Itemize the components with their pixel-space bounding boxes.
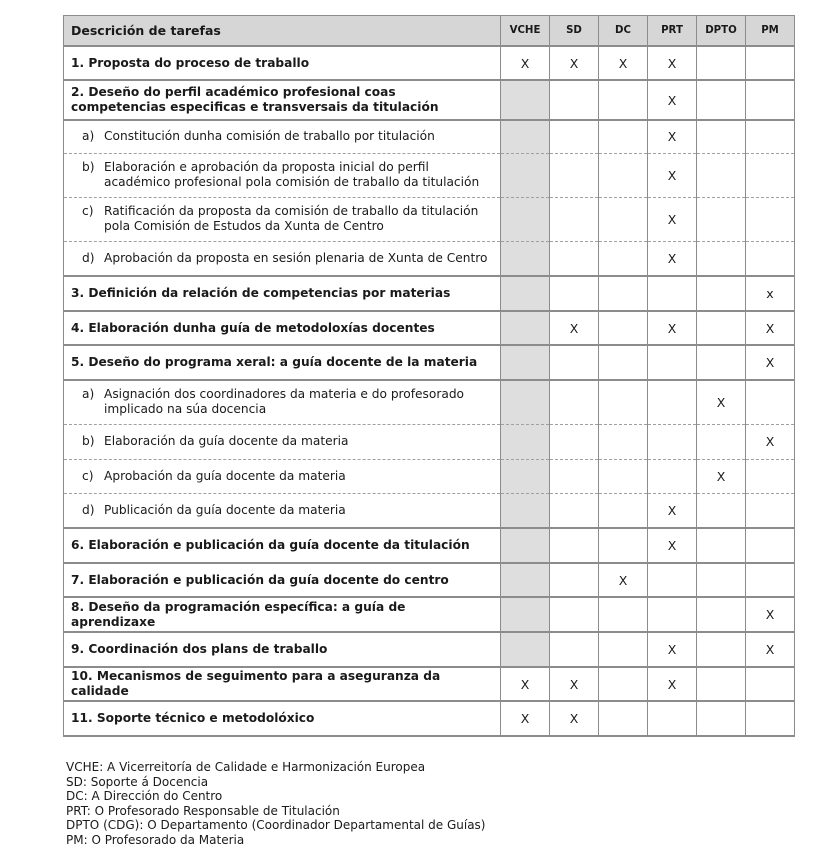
- role-legend: [66, 760, 485, 847]
- table-row: [64, 424, 795, 459]
- mark-cell-vche: X: [501, 46, 550, 80]
- mark-cell-dpto: X: [697, 380, 746, 424]
- mark-cell-vche: X: [501, 667, 550, 701]
- mark-cell-sd: X: [550, 46, 599, 80]
- header-dpto: DPTO: [697, 16, 746, 47]
- task-description-cell: [64, 528, 501, 563]
- task-description-cell: [64, 459, 501, 493]
- table-row: [64, 632, 795, 667]
- table-row: [64, 380, 795, 424]
- task-description-cell: [64, 493, 501, 528]
- subtask-letter: c): [82, 468, 94, 483]
- mark-cell-prt: [648, 276, 697, 311]
- mark-cell-dpto: [697, 563, 746, 597]
- mark-cell-pm: [746, 493, 795, 528]
- mark-cell-dpto: [697, 153, 746, 197]
- table-header-row: [64, 16, 795, 47]
- mark-cell-dpto: [697, 667, 746, 701]
- mark-cell-pm: X: [746, 311, 795, 345]
- mark-cell-prt: [648, 345, 697, 380]
- mark-cell-vche: [501, 493, 550, 528]
- legend-item-dc: DC: A Dirección do Centro: [66, 789, 223, 803]
- legend-item-sd: SD: Soporte á Docencia: [66, 774, 209, 789]
- subtask-letter: b): [82, 160, 95, 174]
- mark-cell-sd: [550, 632, 599, 667]
- mark-cell-pm: [746, 667, 795, 701]
- mark-cell-prt: [648, 380, 697, 424]
- task-description-cell: [64, 563, 501, 597]
- task-label: 9. Coordinación dos plans de traballo: [71, 642, 328, 656]
- mark-cell-dpto: [697, 424, 746, 459]
- mark-cell-pm: [746, 120, 795, 153]
- mark-cell-prt: X: [648, 493, 697, 528]
- mark-cell-dc: [599, 597, 648, 632]
- mark-cell-vche: [501, 153, 550, 197]
- mark-cell-dpto: [697, 120, 746, 153]
- task-description-cell: [64, 345, 501, 380]
- task-description-cell: [64, 311, 501, 345]
- mark-cell-sd: [550, 563, 599, 597]
- mark-cell-dpto: [697, 46, 746, 80]
- mark-cell-prt: X: [648, 528, 697, 563]
- mark-cell-dpto: [697, 241, 746, 276]
- subtask-letter: a): [82, 129, 95, 144]
- subtask-label: Elaboración da guía docente da materia: [104, 434, 349, 448]
- mark-cell-vche: [501, 311, 550, 345]
- mark-cell-vche: [501, 632, 550, 667]
- task-description-cell: [64, 701, 501, 736]
- mark-cell-sd: X: [550, 311, 599, 345]
- mark-cell-sd: [550, 345, 599, 380]
- task-description-cell: [64, 632, 501, 667]
- mark-cell-prt: X: [648, 120, 697, 153]
- mark-cell-pm: X: [746, 424, 795, 459]
- mark-cell-sd: X: [550, 701, 599, 736]
- task-label: 3. Definición da relación de competencias por materias: [71, 286, 451, 300]
- mark-cell-pm: [746, 46, 795, 80]
- mark-cell-sd: [550, 380, 599, 424]
- mark-cell-dc: [599, 80, 648, 120]
- task-label: 8. Deseño da programación específica: a guía de aprendizaxe: [71, 599, 406, 629]
- mark-cell-pm: X: [746, 632, 795, 667]
- table-row: [64, 345, 795, 380]
- mark-cell-vche: [501, 597, 550, 632]
- table-row: [64, 153, 795, 197]
- mark-cell-vche: [501, 424, 550, 459]
- mark-cell-vche: [501, 276, 550, 311]
- mark-cell-vche: [501, 241, 550, 276]
- subtask-wrapper: [71, 160, 492, 190]
- legend-item-dpto: DPTO (CDG): O Departamento (Coordinador Departamental de Guías): [66, 818, 486, 832]
- mark-cell-dpto: X: [697, 459, 746, 493]
- mark-cell-pm: x: [746, 276, 795, 311]
- subtask-wrapper: [71, 469, 492, 484]
- mark-cell-vche: [501, 380, 550, 424]
- mark-cell-dpto: [697, 597, 746, 632]
- mark-cell-dc: [599, 241, 648, 276]
- mark-cell-prt: X: [648, 632, 697, 667]
- table-row: [64, 241, 795, 276]
- mark-cell-sd: [550, 197, 599, 241]
- mark-cell-pm: [746, 197, 795, 241]
- mark-cell-pm: [746, 80, 795, 120]
- subtask-wrapper: [71, 387, 492, 417]
- subtask-letter: d): [82, 250, 95, 265]
- mark-cell-dpto: [697, 197, 746, 241]
- mark-cell-dc: X: [599, 563, 648, 597]
- mark-cell-vche: [501, 459, 550, 493]
- task-responsibility-table: [63, 15, 795, 737]
- task-label: 1. Proposta do proceso de traballo: [71, 55, 310, 70]
- mark-cell-prt: X: [648, 46, 697, 80]
- subtask-label: Asignación dos coordinadores da materia e do profesorado implicado na súa docencia: [104, 387, 465, 417]
- mark-cell-pm: [746, 153, 795, 197]
- mark-cell-pm: [746, 459, 795, 493]
- table-row: [64, 459, 795, 493]
- mark-cell-sd: [550, 153, 599, 197]
- task-description-cell: [64, 597, 501, 632]
- mark-cell-dc: [599, 311, 648, 345]
- mark-cell-prt: X: [648, 667, 697, 701]
- mark-cell-dc: [599, 528, 648, 563]
- table-row: [64, 80, 795, 120]
- subtask-letter: d): [82, 502, 95, 517]
- mark-cell-sd: [550, 424, 599, 459]
- mark-cell-sd: [550, 276, 599, 311]
- task-label: 2. Deseño do perfil académico profesional coas competencias especificas e transversais da titulación: [71, 85, 439, 114]
- subtask-label: Publicación da guía docente da materia: [104, 502, 346, 517]
- subtask-wrapper: [71, 434, 492, 449]
- mark-cell-pm: [746, 241, 795, 276]
- mark-cell-dpto: [697, 311, 746, 345]
- mark-cell-dpto: [697, 528, 746, 563]
- subtask-wrapper: [71, 204, 492, 234]
- mark-cell-sd: [550, 597, 599, 632]
- task-label: 6. Elaboración e publicación da guía docente da titulación: [71, 538, 470, 552]
- task-description-cell: [64, 197, 501, 241]
- subtask-label: Aprobación da proposta en sesión plenaria de Xunta de Centro: [104, 250, 488, 265]
- mark-cell-dc: [599, 380, 648, 424]
- table-row: [64, 120, 795, 153]
- mark-cell-prt: X: [648, 311, 697, 345]
- table-row: [64, 701, 795, 736]
- mark-cell-pm: [746, 563, 795, 597]
- table-row: [64, 667, 795, 701]
- mark-cell-dc: [599, 701, 648, 736]
- legend-item-prt: PRT: O Profesorado Responsable de Titulación: [66, 803, 340, 818]
- mark-cell-prt: [648, 701, 697, 736]
- header-task-description: Descrición de tarefas: [64, 16, 501, 47]
- mark-cell-dpto: [697, 345, 746, 380]
- mark-cell-prt: [648, 459, 697, 493]
- task-label: 10. Mecanismos de seguimento para a aseguranza da calidade: [71, 669, 441, 698]
- header-prt: PRT: [648, 16, 697, 47]
- mark-cell-dc: [599, 632, 648, 667]
- task-description-cell: [64, 120, 501, 153]
- subtask-label: Constitución dunha comisión de traballo por titulación: [104, 129, 435, 144]
- mark-cell-prt: [648, 424, 697, 459]
- mark-cell-dc: [599, 120, 648, 153]
- mark-cell-pm: [746, 528, 795, 563]
- subtask-label: Elaboración e aprobación da proposta inicial do perfil académico profesional pola comisión de traballo da titulación: [104, 160, 480, 189]
- task-description-cell: [64, 46, 501, 80]
- mark-cell-dc: [599, 276, 648, 311]
- mark-cell-vche: [501, 120, 550, 153]
- mark-cell-dpto: [697, 80, 746, 120]
- mark-cell-sd: [550, 459, 599, 493]
- mark-cell-sd: [550, 241, 599, 276]
- header-pm: PM: [746, 16, 795, 47]
- table-row: [64, 311, 795, 345]
- mark-cell-prt: [648, 597, 697, 632]
- table-row: [64, 46, 795, 80]
- task-description-cell: [64, 667, 501, 701]
- mark-cell-prt: X: [648, 241, 697, 276]
- mark-cell-pm: [746, 380, 795, 424]
- task-label: 11. Soporte técnico e metodolóxico: [71, 711, 315, 725]
- table-row: [64, 493, 795, 528]
- mark-cell-vche: [501, 80, 550, 120]
- task-description-cell: [64, 424, 501, 459]
- task-description-cell: [64, 380, 501, 424]
- mark-cell-sd: [550, 80, 599, 120]
- subtask-wrapper: [71, 251, 492, 266]
- task-description-cell: [64, 241, 501, 276]
- mark-cell-dpto: [697, 632, 746, 667]
- mark-cell-pm: X: [746, 345, 795, 380]
- task-label: 5. Deseño do programa xeral: a guía docente de la materia: [71, 355, 478, 369]
- header-sd: SD: [550, 16, 599, 47]
- subtask-wrapper: [71, 129, 492, 144]
- mark-cell-dc: [599, 424, 648, 459]
- legend-item-vche: VCHE: A Vicerreitoría de Calidade e Harmonización Europea: [66, 760, 426, 774]
- mark-cell-prt: X: [648, 80, 697, 120]
- mark-cell-dpto: [697, 276, 746, 311]
- mark-cell-vche: X: [501, 701, 550, 736]
- subtask-label: Aprobación da guía docente da materia: [104, 468, 346, 483]
- mark-cell-dpto: [697, 493, 746, 528]
- table-row: [64, 597, 795, 632]
- mark-cell-vche: [501, 528, 550, 563]
- table-row: [64, 197, 795, 241]
- mark-cell-dpto: [697, 701, 746, 736]
- mark-cell-pm: [746, 701, 795, 736]
- table-row: [64, 276, 795, 311]
- mark-cell-dc: [599, 153, 648, 197]
- header-vche: VCHE: [501, 16, 550, 47]
- mark-cell-prt: X: [648, 197, 697, 241]
- task-label: 4. Elaboración dunha guía de metodoloxías docentes: [71, 320, 435, 335]
- mark-cell-pm: X: [746, 597, 795, 632]
- header-dc: DC: [599, 16, 648, 47]
- table-row: [64, 528, 795, 563]
- mark-cell-dc: [599, 667, 648, 701]
- subtask-letter: c): [82, 204, 94, 218]
- mark-cell-sd: [550, 528, 599, 563]
- mark-cell-prt: [648, 563, 697, 597]
- mark-cell-dc: [599, 345, 648, 380]
- legend-item-pm: PM: O Profesorado da Materia: [66, 832, 245, 847]
- mark-cell-sd: [550, 120, 599, 153]
- subtask-label: Ratificación da proposta da comisión de traballo da titulación pola Comisión de Estudos da Xunta de Centro: [104, 204, 479, 233]
- mark-cell-vche: [501, 197, 550, 241]
- task-description-cell: [64, 153, 501, 197]
- subtask-letter: a): [82, 387, 95, 402]
- mark-cell-dc: [599, 493, 648, 528]
- task-description-cell: [64, 276, 501, 311]
- subtask-letter: b): [82, 434, 95, 448]
- mark-cell-sd: X: [550, 667, 599, 701]
- mark-cell-vche: [501, 345, 550, 380]
- mark-cell-dc: X: [599, 46, 648, 80]
- mark-cell-vche: [501, 563, 550, 597]
- table-row: [64, 563, 795, 597]
- task-description-cell: [64, 80, 501, 120]
- mark-cell-sd: [550, 493, 599, 528]
- mark-cell-prt: X: [648, 153, 697, 197]
- mark-cell-dc: [599, 197, 648, 241]
- mark-cell-dc: [599, 459, 648, 493]
- task-label: 7. Elaboración e publicación da guía docente do centro: [71, 572, 449, 587]
- subtask-wrapper: [71, 503, 492, 518]
